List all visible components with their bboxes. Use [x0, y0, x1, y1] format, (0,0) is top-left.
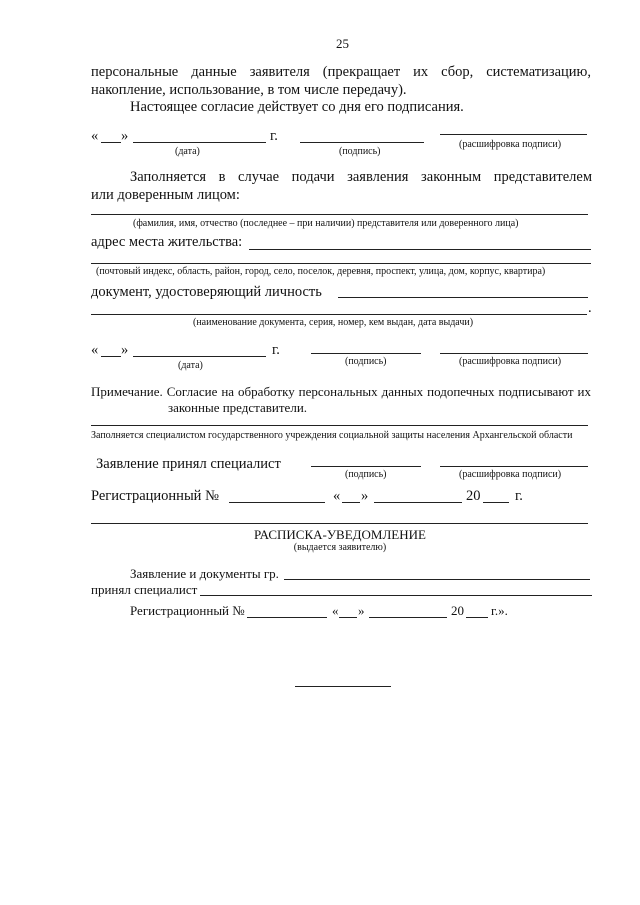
- specialist-decode-field[interactable]: [440, 466, 588, 467]
- specialist-divider: [91, 425, 588, 426]
- specialist-header: Заполняется специалистом государственного учреждения социальной защиты населения Архангельской области: [91, 430, 573, 441]
- year-suffix-2: г.: [272, 342, 280, 358]
- receipt-quote-close: »: [358, 603, 365, 618]
- address-field-1[interactable]: [249, 249, 591, 250]
- note-line-2: законные представители.: [168, 400, 308, 415]
- day-field[interactable]: [101, 142, 121, 143]
- reg-year-field[interactable]: [483, 502, 509, 503]
- rep-fio-field[interactable]: [91, 214, 588, 215]
- date-quote-open: «: [91, 128, 99, 144]
- label-decode-2: (расшифровка подписи): [459, 356, 562, 367]
- doc-field-1[interactable]: [338, 297, 588, 298]
- doc-period: .: [588, 300, 592, 316]
- note-line-1: Примечание. Согласие на обработку персональных данных подопечных подписывают их: [91, 384, 591, 399]
- signature-decode-field-2[interactable]: [440, 353, 588, 354]
- address-field-2[interactable]: [91, 263, 591, 264]
- receipt-title: РАСПИСКА-УВЕДОМЛЕНИЕ: [254, 527, 426, 542]
- reg-year-suffix: г.: [515, 488, 523, 504]
- label-decode: (расшифровка подписи): [459, 139, 562, 150]
- receipt-subtitle: (выдается заявителю): [293, 542, 387, 553]
- page-number: 25: [336, 36, 349, 51]
- receipt-citizen-field[interactable]: [284, 579, 590, 580]
- doc-hint: (наименование документа, серия, номер, кем выдан, дата выдачи): [193, 317, 474, 328]
- reg-quote-open: «: [333, 488, 341, 504]
- date-quote-open-2: «: [91, 342, 99, 358]
- rep-fio-hint: (фамилия, имя, отчество (последнее – при наличии) представителя или доверенного лица): [133, 218, 519, 229]
- address-label: адрес места жительства:: [91, 234, 243, 250]
- reg-month-field[interactable]: [374, 502, 462, 503]
- receipt-month-field[interactable]: [369, 617, 447, 618]
- specialist-label-decode: (расшифровка подписи): [459, 469, 562, 480]
- reg-label: Регистрационный №: [91, 488, 219, 504]
- receipt-accepted-label: принял специалист: [91, 582, 198, 597]
- receipt-year-field[interactable]: [466, 617, 488, 618]
- date-field-2[interactable]: [133, 356, 266, 357]
- doc-field-2[interactable]: [91, 314, 587, 315]
- label-signature-2: (подпись): [345, 356, 387, 367]
- reg-quote-close: »: [361, 488, 369, 504]
- receipt-year-suffix: г.».: [491, 603, 508, 618]
- intro-line-2: накопление, использование, в том числе передачу).: [91, 82, 407, 98]
- receipt-reg-number-field[interactable]: [247, 617, 327, 618]
- signature-field[interactable]: [300, 142, 424, 143]
- end-line: [295, 686, 391, 687]
- receipt-specialist-field[interactable]: [200, 595, 592, 596]
- reg-year-prefix: 20: [466, 488, 481, 504]
- specialist-signature-field[interactable]: [311, 466, 421, 467]
- receipt-reg-label: Регистрационный №: [130, 603, 245, 618]
- year-suffix: г.: [270, 128, 278, 144]
- rep-line-2: или доверенным лицом:: [91, 187, 240, 203]
- day-field-2[interactable]: [101, 356, 121, 357]
- date-quote-close-2: »: [121, 342, 129, 358]
- reg-number-field[interactable]: [229, 502, 325, 503]
- address-hint: (почтовый индекс, область, район, город, село, поселок, деревня, проспект, улица, дом, корпус, квартира): [96, 266, 546, 277]
- label-date: (дата): [175, 146, 200, 157]
- signature-field-2[interactable]: [311, 353, 421, 354]
- date-quote-close: »: [121, 128, 129, 144]
- reg-day-field[interactable]: [342, 502, 360, 503]
- intro-line-3: Настоящее согласие действует со дня его подписания.: [130, 99, 464, 115]
- date-field[interactable]: [133, 142, 266, 143]
- receipt-quote-open: «: [332, 603, 339, 618]
- label-signature: (подпись): [339, 146, 381, 157]
- accepted-label: Заявление принял специалист: [96, 456, 281, 472]
- label-date-2: (дата): [178, 360, 203, 371]
- specialist-label-signature: (подпись): [345, 469, 387, 480]
- rep-line-1: Заполняется в случае подачи заявления законным представителем: [130, 169, 592, 185]
- receipt-day-field[interactable]: [339, 617, 357, 618]
- intro-line-1: персональные данные заявителя (прекращает их сбор, систематизацию,: [91, 64, 591, 80]
- receipt-docs-label: Заявление и документы гр.: [130, 566, 279, 581]
- cut-line: [91, 523, 588, 524]
- signature-decode-field[interactable]: [440, 134, 587, 135]
- receipt-year-prefix: 20: [451, 603, 464, 618]
- doc-label: документ, удостоверяющий личность: [91, 284, 322, 300]
